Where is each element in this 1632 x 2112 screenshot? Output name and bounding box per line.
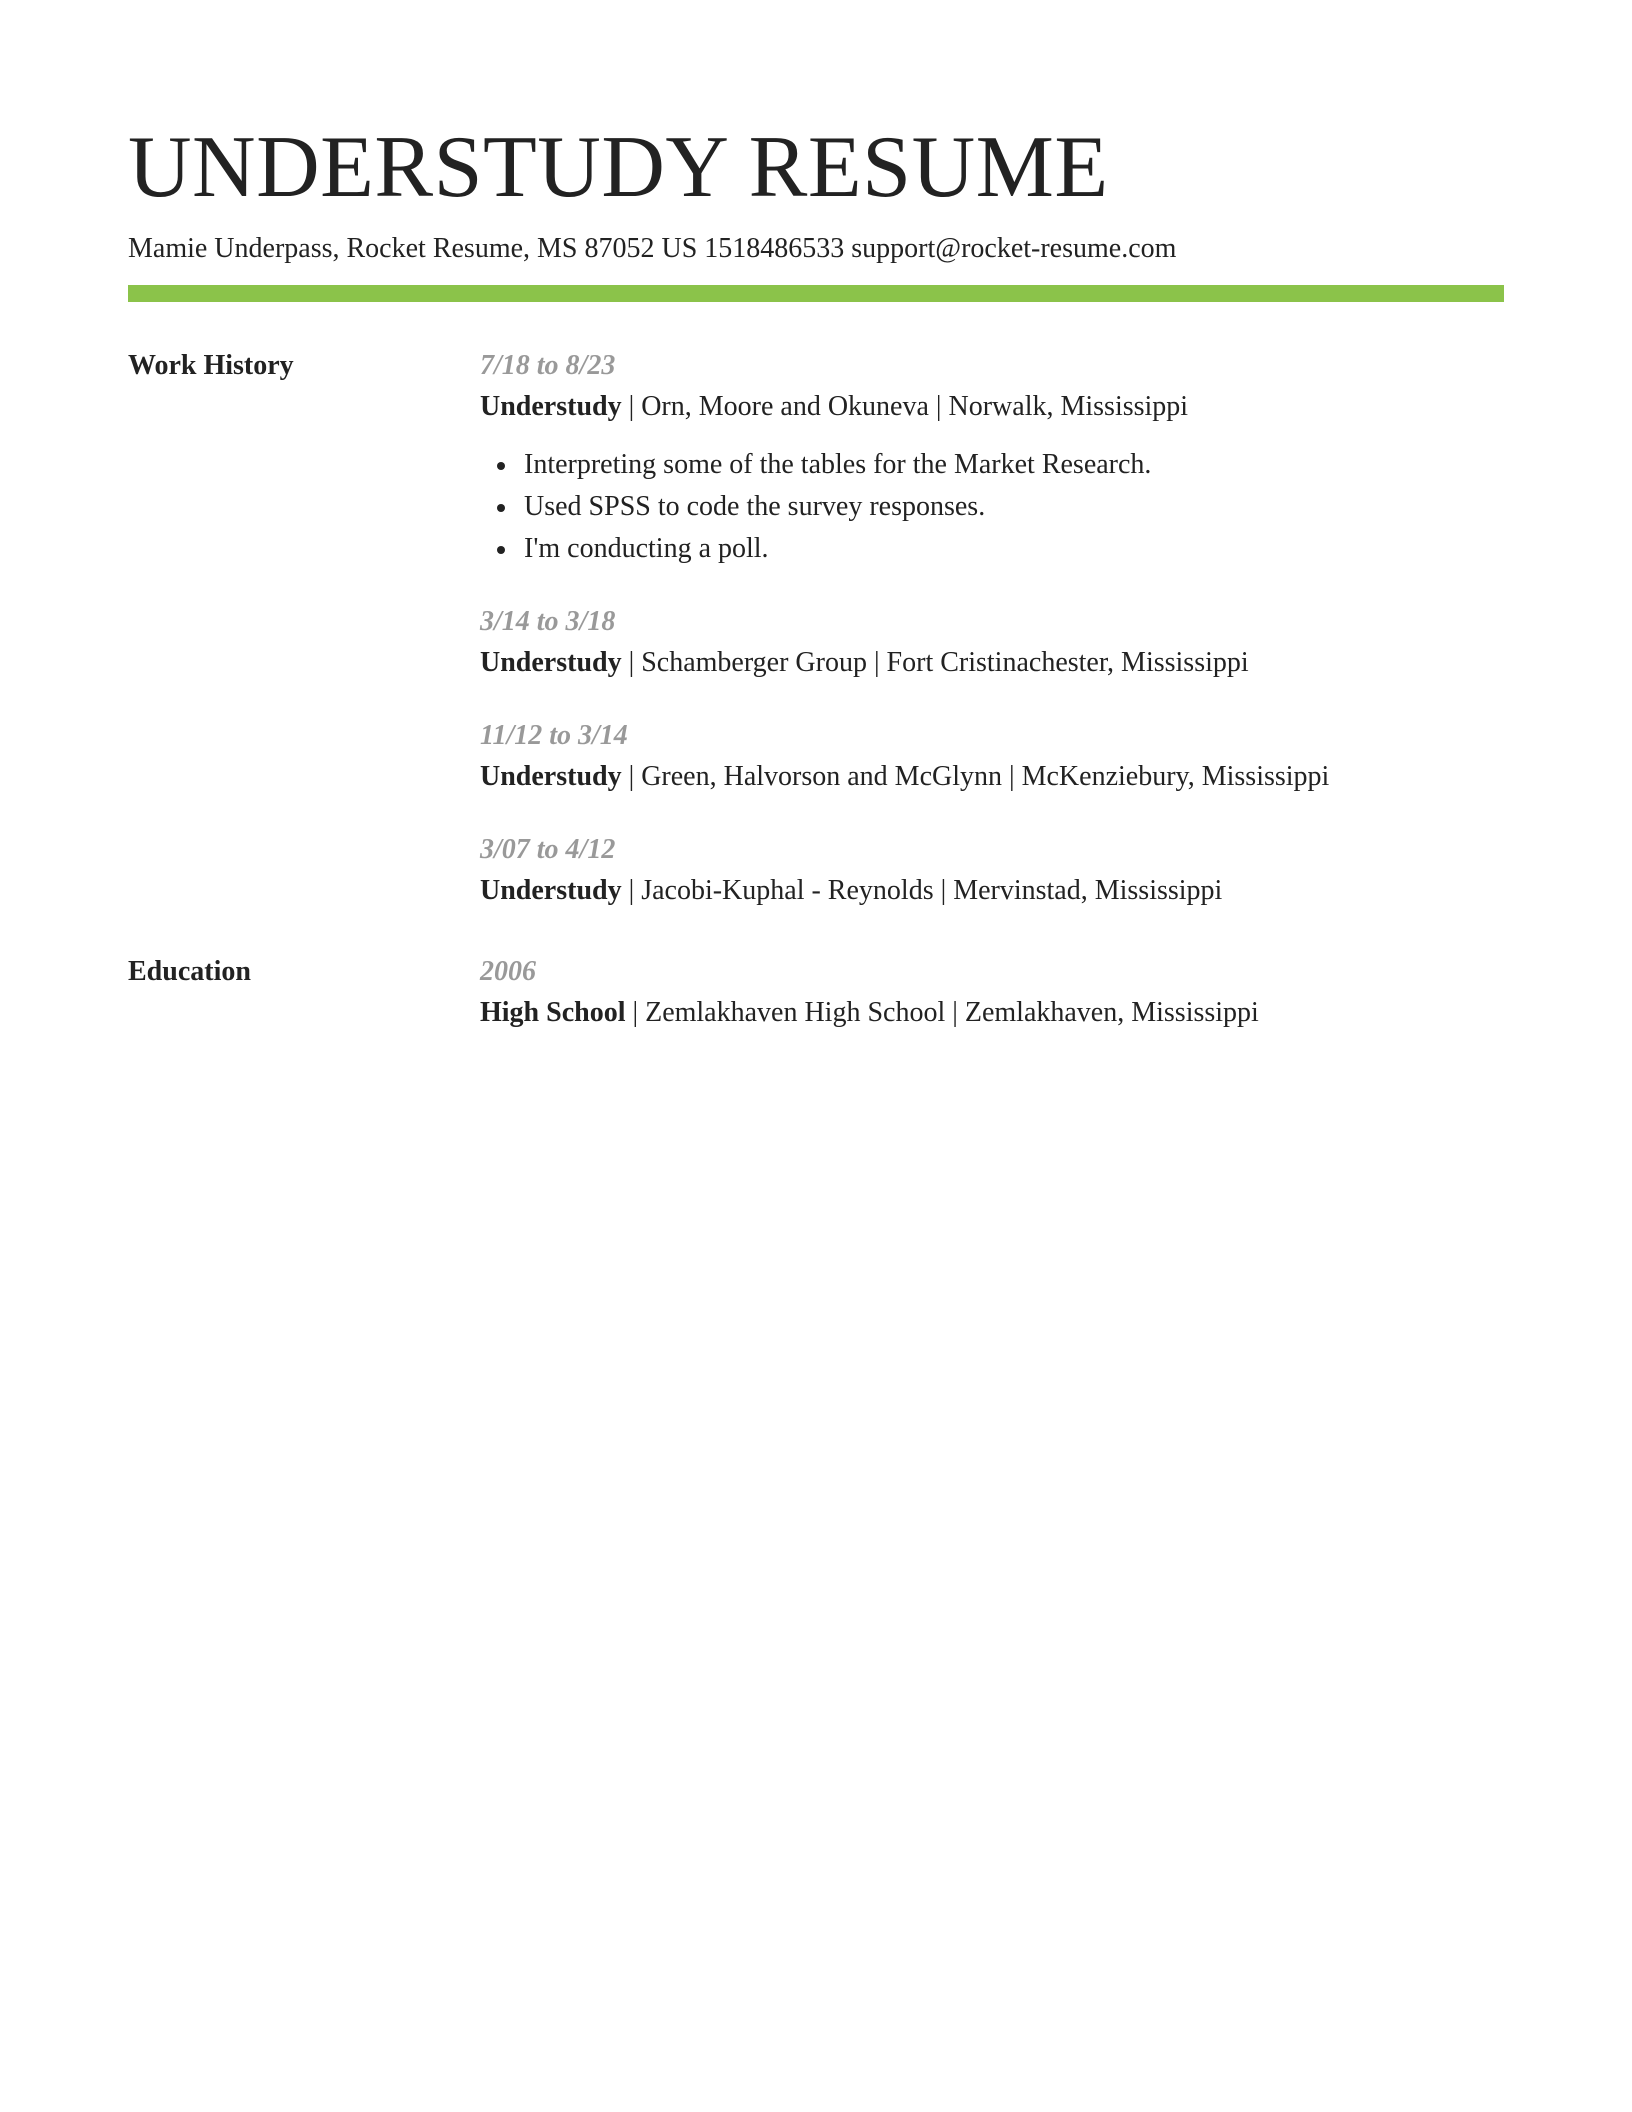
contact-line: Mamie Underpass, Rocket Resume, MS 87052 US 1518486533 support@rocket-resume.com [128, 233, 1177, 264]
entry-position [480, 992, 1504, 1034]
entry-details: | Jacobi-Kuphal - Reynolds | Mervinstad, Mississippi [621, 875, 1223, 906]
list-item [524, 486, 1504, 528]
entry-details: | Zemlakhaven High School | Zemlakhaven, Mississippi [625, 997, 1259, 1028]
entry-role: Understudy [480, 875, 622, 906]
bullet-icon [497, 462, 505, 470]
entry-dates: 7/18 to 8/23 [480, 350, 616, 381]
entry-details: | Schamberger Group | Fort Cristinachester, Mississippi [621, 647, 1249, 678]
entry-details: | Orn, Moore and Okuneva | Norwalk, Mississippi [621, 391, 1189, 422]
bullet-text: Used SPSS to code the survey responses. [524, 491, 986, 522]
entry-position [480, 386, 1504, 428]
entry-position [480, 870, 1504, 912]
entry-dates: 11/12 to 3/14 [480, 720, 628, 751]
work-history-entries [480, 346, 1504, 912]
entry-dates: 3/07 to 4/12 [480, 834, 616, 865]
list-item [524, 444, 1504, 486]
entry-role: High School [480, 997, 626, 1028]
list-item [524, 528, 1504, 570]
entry-details: | Green, Halvorson and McGlynn | McKenziebury, Mississippi [621, 761, 1330, 792]
entry-role: Understudy [480, 391, 622, 422]
work-entry [480, 346, 1504, 570]
section-label-education: Education [128, 956, 251, 987]
work-entry [480, 830, 1504, 912]
education-entries [480, 952, 1504, 1034]
entry-position [480, 756, 1504, 798]
entry-bullet-list [480, 444, 1504, 570]
work-entry [480, 602, 1504, 684]
work-entry [480, 716, 1504, 798]
entry-role: Understudy [480, 647, 622, 678]
entry-position [480, 642, 1504, 684]
bullet-icon [497, 504, 505, 512]
entry-dates: 3/14 to 3/18 [480, 606, 616, 637]
entry-role: Understudy [480, 761, 622, 792]
entry-dates: 2006 [480, 956, 536, 987]
resume-title: UNDERSTUDY RESUME [128, 119, 1109, 216]
bullet-text: Interpreting some of the tables for the Market Research. [524, 449, 1152, 480]
accent-divider [128, 285, 1504, 302]
section-label-work-history: Work History [128, 350, 294, 381]
education-entry [480, 952, 1504, 1034]
bullet-icon [497, 546, 505, 554]
bullet-text: I'm conducting a poll. [524, 533, 769, 564]
